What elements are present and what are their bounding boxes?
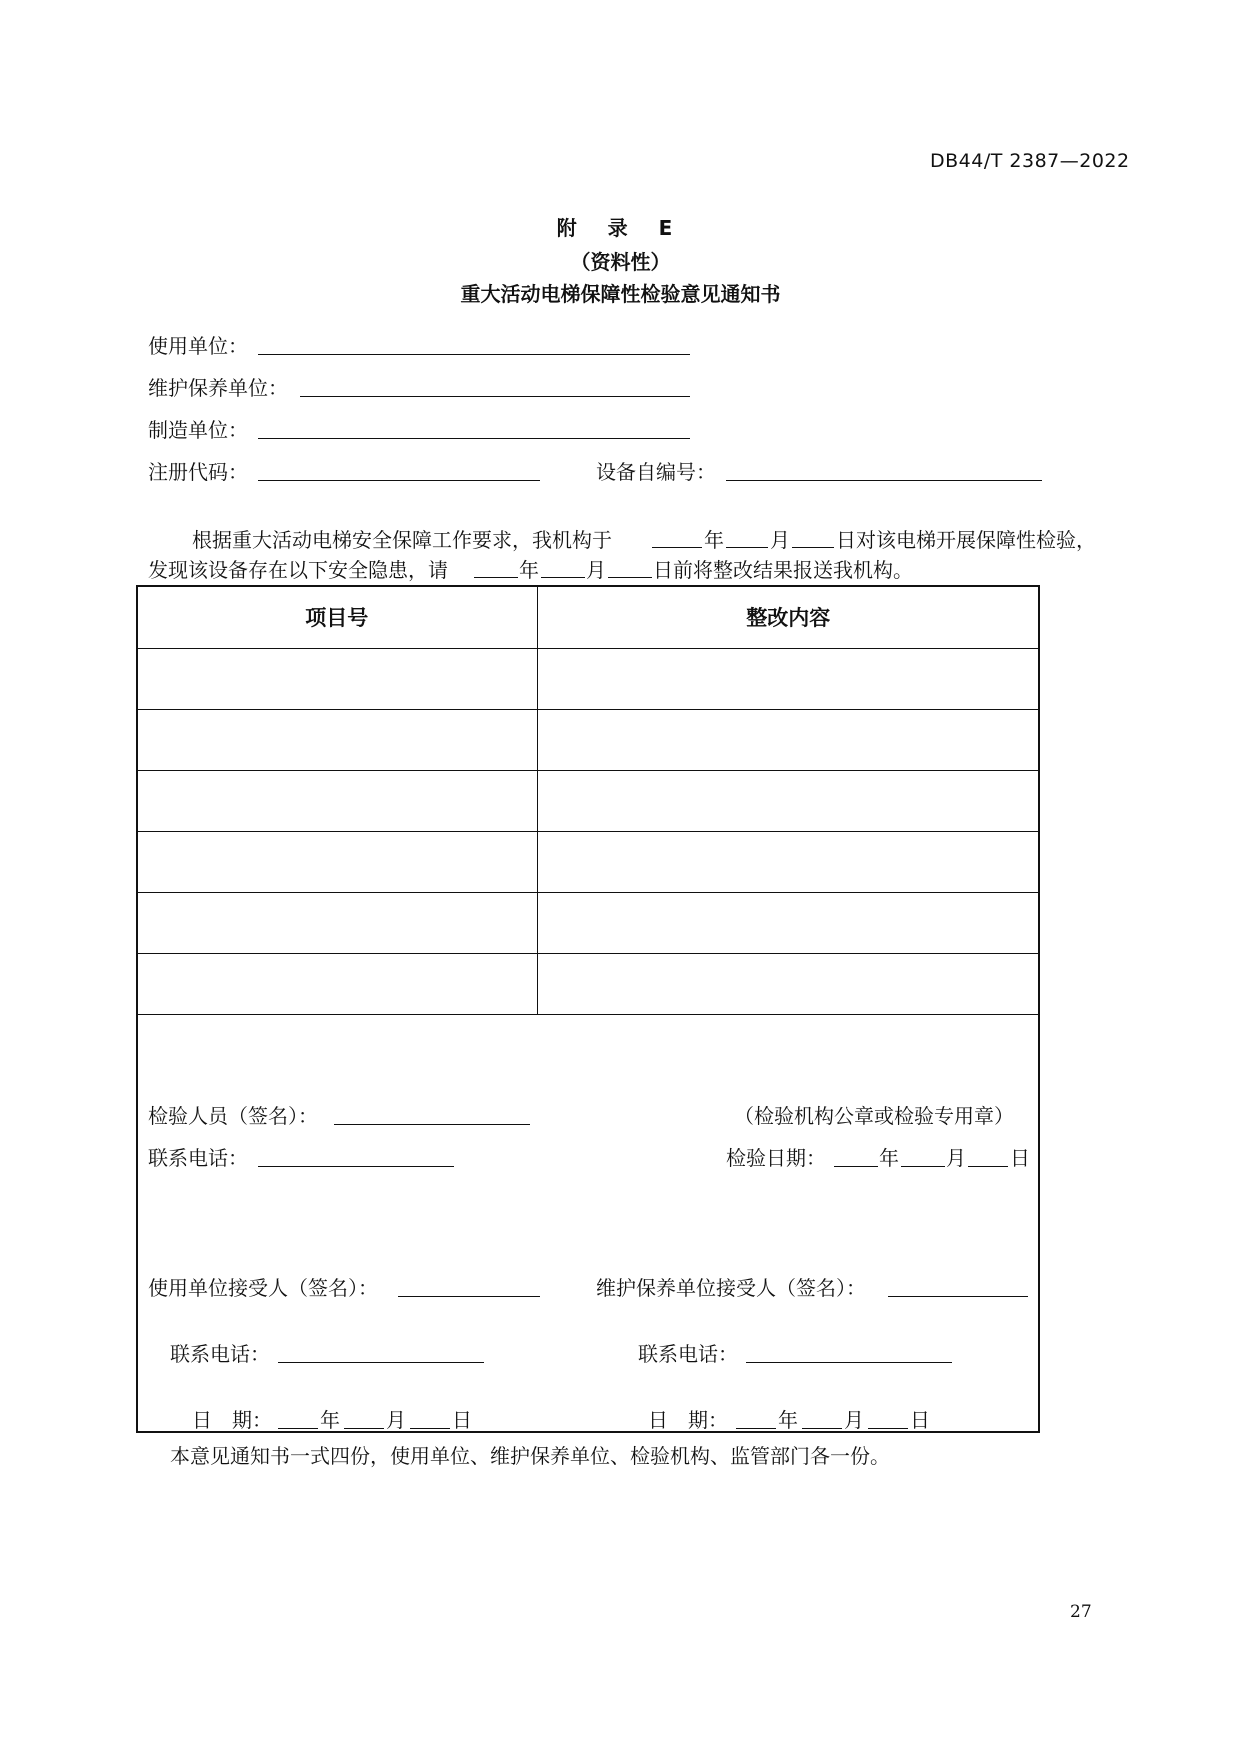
inspection-month: 月 (946, 1146, 966, 1170)
paragraph-2-year-line[interactable] (474, 577, 518, 578)
distribution-note: 本意见通知书一式四份，使用单位、维护保养单位、检验机构、监管部门各一份。 (170, 1444, 890, 1468)
inspector-phone-line[interactable] (258, 1166, 454, 1167)
user-receiver-month-line[interactable] (344, 1428, 384, 1429)
inspection-day: 日 (1010, 1146, 1030, 1170)
paragraph-1-end: 日对该电梯开展保障性检验， (836, 528, 1096, 552)
form-frame (136, 585, 1040, 1433)
inspection-date-label: 检验日期： (726, 1146, 826, 1170)
document-title: 重大活动电梯保障性检验意见通知书 (460, 282, 781, 306)
user-unit-line[interactable] (258, 354, 690, 355)
user-receiver-date-label: 日 期： (192, 1408, 272, 1432)
standard-code: DB44/T 2387—2022 (930, 150, 1130, 172)
inspection-year: 年 (879, 1146, 899, 1170)
inspector-signature-label: 检验人员（签名）： (148, 1104, 318, 1128)
user-receiver-day: 日 (452, 1408, 472, 1432)
paragraph-2-day-line[interactable] (608, 577, 652, 578)
paragraph-1-year-line[interactable] (652, 547, 702, 548)
paragraph-2-year: 年 (519, 558, 539, 582)
user-receiver-label: 使用单位接受人（签名）： (148, 1276, 378, 1300)
manufacturer-line[interactable] (258, 438, 690, 439)
maint-receiver-month-line[interactable] (802, 1428, 842, 1429)
user-receiver-year-line[interactable] (278, 1428, 318, 1429)
user-receiver-day-line[interactable] (410, 1428, 450, 1429)
user-unit-label: 使用单位： (148, 334, 248, 358)
maint-receiver-day: 日 (910, 1408, 930, 1432)
user-receiver-year: 年 (320, 1408, 340, 1432)
maint-receiver-label: 维护保养单位接受人（签名）： (596, 1276, 866, 1300)
maintenance-unit-label: 维护保养单位： (148, 376, 288, 400)
maint-receiver-day-line[interactable] (868, 1428, 908, 1429)
paragraph-1-day-line[interactable] (792, 547, 834, 548)
user-receiver-phone-line[interactable] (278, 1362, 484, 1363)
manufacturer-label: 制造单位： (148, 418, 248, 442)
paragraph-2-end: 日前将整改结果报送我机构。 (653, 558, 913, 582)
paragraph-1-month: 月 (770, 528, 790, 552)
maint-receiver-line[interactable] (888, 1296, 1028, 1297)
paragraph-1-start: 根据重大活动电梯安全保障工作要求，我机构于 (192, 528, 612, 552)
paragraph-1-month-line[interactable] (726, 547, 768, 548)
column-header-item-no: 项目号 (137, 586, 538, 649)
page-number: 27 (1070, 1602, 1092, 1622)
appendix-label: 附 录 E (556, 216, 685, 240)
user-receiver-line[interactable] (398, 1296, 540, 1297)
maint-receiver-date-label: 日 期： (648, 1408, 728, 1432)
stamp-note: （检验机构公章或检验专用章） (734, 1104, 1014, 1128)
column-header-content: 整改内容 (537, 586, 1039, 649)
paragraph-2-month-line[interactable] (541, 577, 585, 578)
inspection-month-line[interactable] (901, 1166, 945, 1167)
maint-receiver-phone-label: 联系电话： (638, 1342, 738, 1366)
equipment-no-label: 设备自编号： (596, 460, 716, 484)
inspector-signature-line[interactable] (334, 1124, 530, 1125)
user-receiver-phone-label: 联系电话： (170, 1342, 270, 1366)
registration-code-label: 注册代码： (148, 460, 248, 484)
maint-receiver-month: 月 (844, 1408, 864, 1432)
inspection-day-line[interactable] (968, 1166, 1008, 1167)
inspection-year-line[interactable] (834, 1166, 878, 1167)
maint-receiver-phone-line[interactable] (746, 1362, 952, 1363)
maintenance-unit-line[interactable] (300, 396, 690, 397)
registration-code-line[interactable] (258, 480, 540, 481)
appendix-nature: （资料性） (570, 250, 671, 274)
maint-receiver-year: 年 (778, 1408, 798, 1432)
paragraph-2-start: 发现该设备存在以下安全隐患，请 (148, 558, 448, 582)
maint-receiver-year-line[interactable] (736, 1428, 776, 1429)
paragraph-1-year: 年 (704, 528, 724, 552)
user-receiver-month: 月 (386, 1408, 406, 1432)
equipment-no-line[interactable] (726, 480, 1042, 481)
inspector-phone-label: 联系电话： (148, 1146, 248, 1170)
paragraph-2-month: 月 (586, 558, 606, 582)
